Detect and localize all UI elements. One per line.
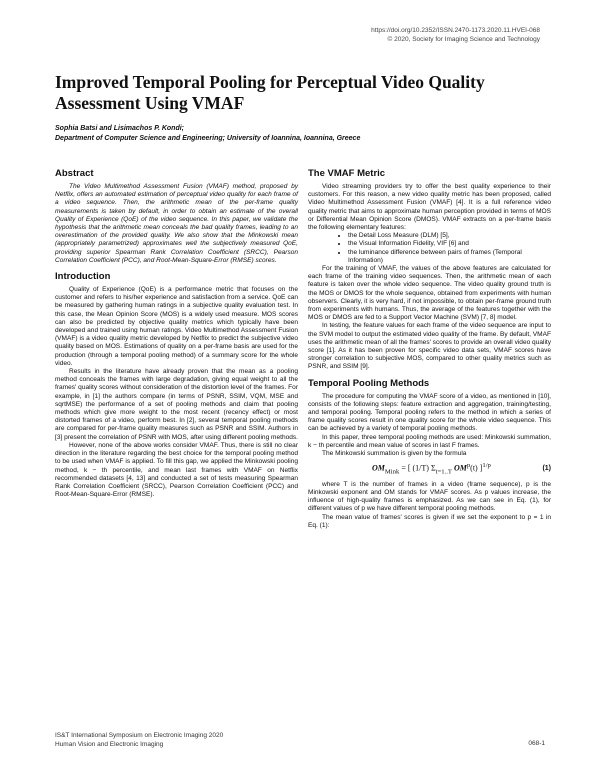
footer-conference: Human Vision and Electronic Imaging (55, 740, 164, 748)
page-number: 068-1 (528, 740, 545, 747)
formula-expression: $OM_{Mink}$ = [ (1/T) $\Sigma_{t=1..T}$ $OM^p(t)$ ]$^{1/p}$ (372, 462, 491, 476)
intro-paragraph-1: Quality of Experience (QoE) is a performance metric that focuses on the customer and refers to his/her experience and satisfaction from a service. QoE can be measured by gathering human ratings in a subjective quality evaluation test. In this case, the Mean Opinion Score (MOS) is a widely used measure. MOS scores can also be predicted by objective quality metrics which typically have been developed and trained using human ratings. Video Multimethod Assessment Fusion (VMAF) is a video quality metric developed by Netflix to predict the subjective video quality based on MOS. Estimations of quality on a per-frame basis are used for the production (through a temporal pooling method) of a summary score for the whole video. (55, 286, 298, 367)
pooling-paragraph-2: In this paper, three temporal pooling methods are used: Minkowski summation, k − th percentile and mean value of scores in last F frames. (308, 433, 551, 449)
feature-item-dlm: • the Detail Loss Measure (DLM) [5], (348, 232, 551, 240)
intro-paragraph-3: However, none of the above works consider VMAF. Thus, there is still no clear direction in the literature regarding the best choice for the temporal pooling method to be used when VMAF is applied. To fill this gap, we applied the Minkowski pooling method, k − th percentile, and mean last frames with VMAF on Netflix recommended datasets [4, 13] and conducted a set of tests measuring Spearman Rank Correlation Coefficient (SRCC), Pearson Correlation Coefficient (PCC) and Root-Mean-Square-Error (RMSE). (55, 441, 298, 499)
pooling-heading: Temporal Pooling Methods (308, 377, 430, 389)
left-column (55, 168, 298, 499)
vmaf-heading: The VMAF Metric (308, 168, 386, 179)
feature-list (308, 232, 551, 265)
copyright-notice: © 2020, Society for Imaging Science and Technology (387, 35, 540, 43)
pooling-paragraph-4: where T is the number of frames in a video (frame sequence), p is the Minkowski exponent and OM stands for VMAF scores. As p values increase, the influence of high-quality frames is emphasized. As we can see in Eq. (1), for different values of p we have different temporal pooling methods. (308, 480, 551, 513)
minkowski-formula (308, 458, 551, 480)
running-header (371, 27, 540, 44)
page-footer (55, 732, 545, 749)
feature-item-vif: • the Visual Information Fidelity, VIF [6] and (348, 240, 551, 248)
doi-link[interactable]: https://doi.org/10.2352/ISSN.2470-1173.2020.11.HVEI-068 (371, 27, 540, 34)
abstract-heading: Abstract (55, 168, 94, 179)
pooling-paragraph-3: The Minkowski summation is given by the formula (322, 450, 467, 458)
author-block (55, 124, 555, 144)
intro-paragraph-2: Results in the literature have already proven that the mean as a pooling method conceals the frames with large degradation, giving equal weight to all the frames' quality scores without consideration of the distortion level of the frames. For example, in [1] the authors compare (in terms of PSNR, SSIM, VQM, MSE and sqrtMSE) the performance of a set of pooling methods and claim that pooling methods which give more weight to the most recent (recency effect) or most distorted frames of a video, perform best. In [2], several temporal pooling methods are compared for per-frame quality measures such as PSNR and SSIM. Authors in [3] present the correlation of PSNR with MOS, after using different pooling methods. (55, 368, 298, 441)
abstract-text: The Video Multimethod Assessment Fusion (VMAF) method, proposed by Netflix, offers an automated estimation of perceptual video quality for each frame of a video sequence. Then, the arithmetic mean of the per-frame quality measurements is taken by default, in order to obtain an estimate of the overall Quality of Experience (QoE) of the video sequence. In this paper, we validate the hypothesis that the arithmetic mean conceals the bad quality frames, leading to an overestimation of the provided quality. We also show that the Minkowski mean (appropriately parametrized) approximates well the subjectively measured QoE, providing superior Spearman Rank Correlation Coefficient (SRCC), Pearson Correlation Coefficient (PCC), and Root-Mean-Square-Error (RMSE) scores. (55, 183, 298, 264)
equation-number: (1) (542, 465, 551, 473)
vmaf-paragraph-3: In testing, the feature values for each frame of the video sequence are input to the SVM model to output the estimated video quality of the frame. By default, VMAF uses the arithmetic mean of all the frames' scores to provide an overall video quality score [1]. As it has been proven for specific video data sets, VMAF scores have stronger correlation to subjective MOS, compared to other quality metrics such as PSNR, and SSIM [9]. (308, 322, 551, 371)
pooling-paragraph-5: The mean value of frames' scores is given if we set the exponent to p = 1 in Eq. (1): (308, 513, 551, 529)
pooling-paragraph-1: The procedure for computing the VMAF score of a video, as mentioned in [10], consists of the following steps: feature extraction and aggregation, training/testing, and temporal pooling. Temporal pooling refers to the method in which a series of frame quality scores result in one quality score for the whole video sequence. This can be achieved by a variety of temporal pooling methods. (308, 392, 551, 433)
introduction-heading: Introduction (55, 271, 111, 283)
paper-title: Improved Temporal Pooling for Perceptual Video Quality Assessment Using VMAF (55, 72, 485, 113)
author-names: Sophia Batsi and Lisimachos P. Kondi; (55, 125, 185, 132)
footer-symposium: IS&T International Symposium on Electronic Imaging 2020 (55, 732, 224, 739)
vmaf-paragraph-1: Video streaming providers try to offer the best quality experience to their customers. For this reason, a new video quality metric has been proposed, called Video Multimethod Assessment Fusion (VMAF) [4]. It is a full reference video quality metric that aims to approximate human perception provided in terms of MOS or Differential Mean Opinion Score (DMOS). VMAF extracts on a per-frame basis the following elementary features: (308, 183, 551, 232)
author-affiliation: Department of Computer Science and Engineering; University of Ioannina, Ioannina, Greece (55, 135, 361, 142)
right-column (308, 168, 551, 530)
vmaf-paragraph-2: For the training of VMAF, the values of the above features are calculated for each frame of the training video sequences. Then, the arithmetic mean of each feature is taken over the whole video sequence. The video quality ground truth is the MOS or DMOS for the whole sequence, obtained from experiments with human observers. Clearly, it is very hard, if not impossible, to obtain per-frame ground truth from experiments with humans. Thus, the average of the features together with the MOS or DMOS are fed to a Support Vector Machine (SVM) [7, 8] model. (308, 265, 551, 322)
feature-item-ti: • the luminance difference between pairs of frames (Temporal Information) (348, 249, 551, 265)
